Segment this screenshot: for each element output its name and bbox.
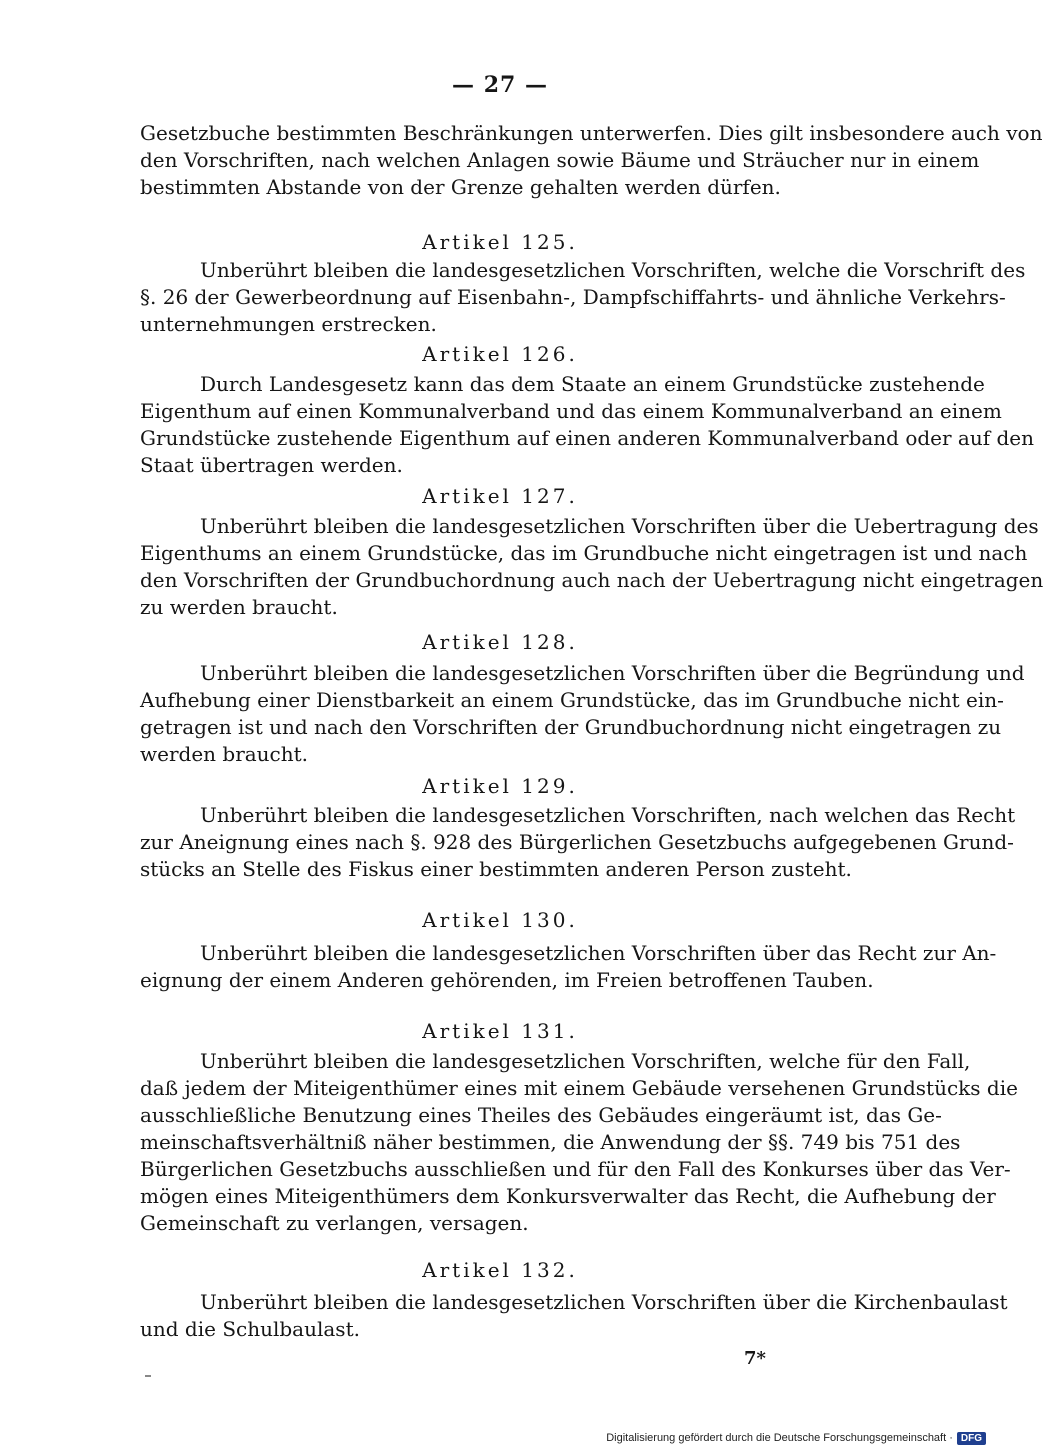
paragraph-line: getragen ist und nach den Vorschriften der Grundbuchordnung nicht eingetragen zu [140,715,1002,739]
paragraph-line: meinschaftsverhältniß näher bestimmen, die Anwendung der §§. 749 bis 751 des [140,1130,961,1154]
print-mark [145,1375,151,1377]
dfg-logo-icon: DFG [957,1432,986,1445]
article-paragraph-132 [140,1289,1008,1343]
paragraph-line: zur Aneignung eines nach §. 928 des Bürgerlichen Gesetzbuchs aufgegebenen Grund- [140,830,1014,854]
paragraph-line: Unberührt bleiben die landesgesetzlichen Vorschriften über die Uebertragung des [200,514,1039,538]
intro-paragraph [140,120,1043,201]
article-paragraph-128 [140,660,1025,768]
article-paragraph-126 [140,371,1035,479]
paragraph-line: Bürgerlichen Gesetzbuchs ausschließen und für den Fall des Konkurses über das Ver- [140,1157,1011,1181]
paragraph-line: unternehmungen erstrecken. [140,312,437,336]
paragraph-line: Gemeinschaft zu verlangen, versagen. [140,1211,529,1235]
paragraph-line: Eigenthum auf einen Kommunalverband und das einem Kommunalverband an einem [140,399,1002,423]
paragraph-line: zu werden braucht. [140,595,338,619]
paragraph-line: bestimmten Abstande von der Grenze gehalten werden dürfen. [140,175,781,199]
article-paragraph-127 [140,513,1043,621]
paragraph-line: stücks an Stelle des Fiskus einer bestimmten anderen Person zusteht. [140,857,852,881]
paragraph-line: ausschließliche Benutzung eines Theiles des Gebäudes eingeräumt ist, das Ge- [140,1103,942,1127]
paragraph-line: den Vorschriften, nach welchen Anlagen sowie Bäume und Sträucher nur in einem [140,148,980,172]
paragraph-line: Staat übertragen werden. [140,453,403,477]
paragraph-line: daß jedem der Miteigenthümer eines mit einem Gebäude versehenen Grundstücks die [140,1076,1018,1100]
article-paragraph-131 [140,1048,1018,1237]
article-paragraph-130 [140,940,997,994]
digitization-footer [606,1429,986,1447]
paragraph-line: Unberührt bleiben die landesgesetzlichen Vorschriften über die Kirchenbaulast [200,1290,1008,1314]
paragraph-line: Unberührt bleiben die landesgesetzlichen Vorschriften über das Recht zur An- [200,941,997,965]
paragraph-line: Eigenthums an einem Grundstücke, das im Grundbuche nicht eingetragen ist und nach [140,541,1028,565]
paragraph-line: Gesetzbuche bestimmten Beschränkungen unterwerfen. Dies gilt insbesondere auch von [140,121,1043,145]
article-heading-129: Artikel 129. [422,774,578,798]
paragraph-line: werden braucht. [140,742,309,766]
article-heading-132: Artikel 132. [422,1258,578,1282]
paragraph-line: den Vorschriften der Grundbuchordnung auch nach der Uebertragung nicht eingetragen [140,568,1043,592]
article-paragraph-129 [140,802,1016,883]
paragraph-line: Unberührt bleiben die landesgesetzlichen Vorschriften, welche die Vorschrift des [200,258,1026,282]
paragraph-line: §. 26 der Gewerbeordnung auf Eisenbahn-, Dampfschiffahrts- und ähnliche Verkehrs- [140,285,1006,309]
paragraph-line: Durch Landesgesetz kann das dem Staate an einem Grundstücke zustehende [200,372,985,396]
article-heading-127: Artikel 127. [422,484,578,508]
article-heading-126: Artikel 126. [422,342,578,366]
paragraph-line: und die Schulbaulast. [140,1317,360,1341]
page-number: — 27 — [452,72,548,98]
article-heading-128: Artikel 128. [422,630,578,654]
sheet-signature-mark: 7* [744,1348,766,1369]
article-paragraph-125 [140,257,1026,338]
article-heading-125: Artikel 125. [422,230,578,254]
paragraph-line: Aufhebung einer Dienstbarkeit an einem Grundstücke, das im Grundbuche nicht ein- [140,688,1004,712]
article-heading-130: Artikel 130. [422,908,578,932]
paragraph-line: Unberührt bleiben die landesgesetzlichen Vorschriften über die Begründung und [200,661,1025,685]
paragraph-line: Unberührt bleiben die landesgesetzlichen Vorschriften, welche für den Fall, [200,1049,971,1073]
paragraph-line: Grundstücke zustehende Eigenthum auf einen anderen Kommunalverband oder auf den [140,426,1035,450]
paragraph-line: Unberührt bleiben die landesgesetzlichen Vorschriften, nach welchen das Recht [200,803,1016,827]
paragraph-line: mögen eines Miteigenthümers dem Konkursverwalter das Recht, die Aufhebung der [140,1184,996,1208]
paragraph-line: eignung der einem Anderen gehörenden, im Freien betroffenen Tauben. [140,968,874,992]
footer-text: Digitalisierung gefördert durch die Deutsche Forschungsgemeinschaft · [606,1432,953,1444]
article-heading-131: Artikel 131. [422,1019,578,1043]
